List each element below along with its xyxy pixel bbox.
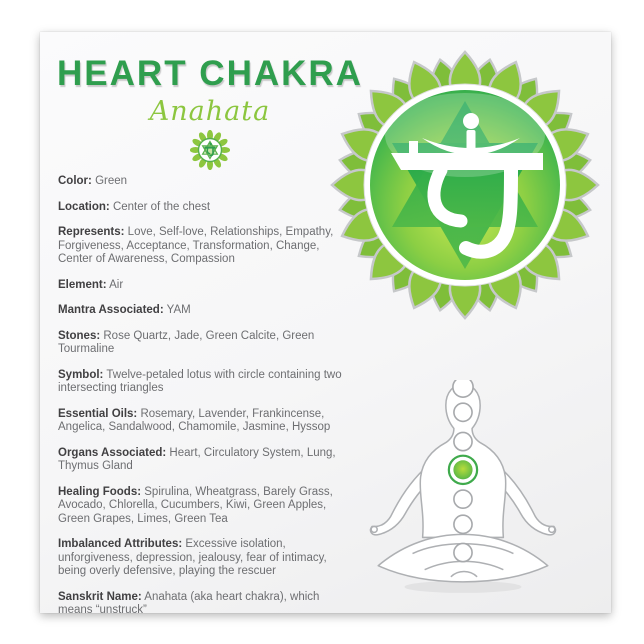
detail-color: Color: Green (58, 175, 128, 187)
detail-stones: Stones: Rose Quartz, Jade, Green Calcite, Green Tourmaline (58, 329, 315, 355)
detail-represents: Represents: Love, Self-love, Relationships, Empathy, Forgiveness, Acceptance, Transformation, Change, Center of Awareness, Compassion (58, 226, 334, 265)
detail-sanskrit-name: Sanskrit Name: Anahata (aka heart chakra), which means “unstruck” (58, 590, 320, 616)
crown-chakra-dot (453, 380, 473, 397)
chakra-details-list (58, 175, 356, 630)
throat-chakra-dot (454, 432, 472, 450)
detail-imbalanced: Imbalanced Attributes: Excessive isolation, unforgiveness, depression, jealousy, fear of intimacy, being overly defensive, playing the rescuer (58, 538, 327, 577)
sanskrit-subtitle: Anahata (149, 96, 271, 127)
detail-mantra: Mantra Associated: YAM (58, 304, 191, 316)
detail-essential-oils: Essential Oils: Rosemary, Lavender, Frankincense, Angelica, Sandalwood, Chamomile, Jasmine, Hyssop (58, 407, 331, 433)
meditating-figure (354, 380, 576, 598)
detail-location: Location: Center of the chest (58, 200, 211, 213)
solar-plexus-chakra-dot (454, 490, 472, 508)
heart-chakra-dot (449, 456, 477, 484)
heart-chakra-mandala (319, 39, 611, 331)
page-title: HEART CHAKRA (57, 54, 363, 93)
detail-healing-foods: Healing Foods: Spirulina, Wheatgrass, Barely Grass, Avocado, Chlorella, Cucumbers, Kiwi, Green Apples, Green Grapes, Limes, Green Tea (58, 485, 333, 525)
sacral-chakra-dot (454, 515, 472, 533)
root-chakra-dot (454, 543, 472, 561)
detail-organs: Organs Associated: Heart, Circulatory System, Lung, Thymus Gland (58, 446, 336, 472)
detail-element: Element: Air (58, 278, 124, 291)
figure-shadow (404, 581, 521, 593)
poster (40, 32, 611, 616)
third-eye-chakra-dot (454, 403, 472, 421)
detail-symbol: Symbol: Twelve-petaled lotus with circle containing two intersecting triangles (58, 368, 342, 394)
